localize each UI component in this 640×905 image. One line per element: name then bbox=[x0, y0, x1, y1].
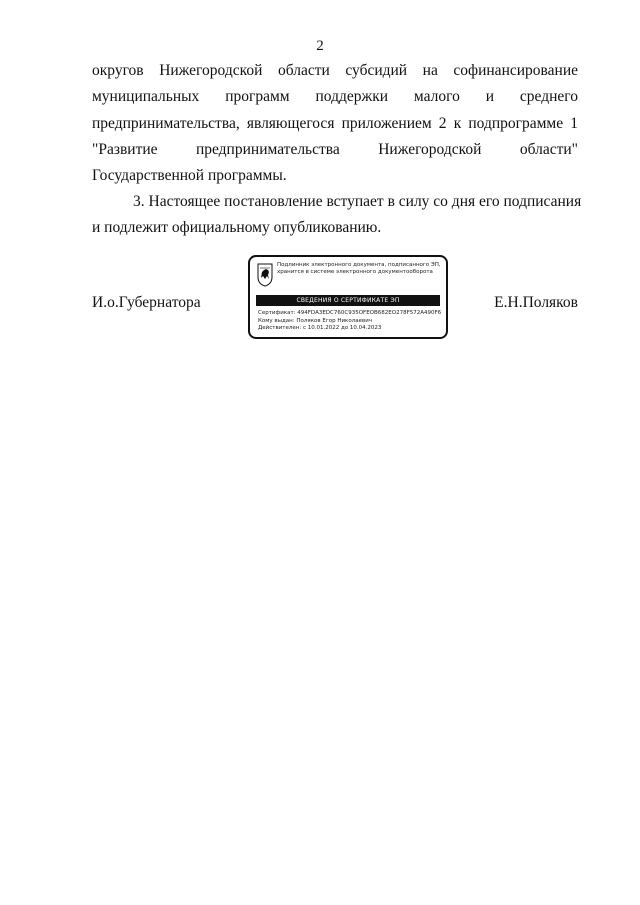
stamp-title-bar: СВЕДЕНИЯ О СЕРТИФИКАТЕ ЭП bbox=[256, 295, 440, 306]
stamp-header: Подлинник электронного документа, подписанного ЭП, хранится в системе электронного документооборота bbox=[277, 262, 441, 275]
coat-of-arms-icon bbox=[257, 263, 273, 287]
body-line-3: предпринимательства, являющегося приложением 2 к подпрограмме 1 bbox=[92, 115, 578, 132]
body-line-2: муниципальных программ поддержки малого и среднего bbox=[92, 88, 578, 105]
certificate-validity: Действителен: с 10.01.2022 до 10.04.2023 bbox=[258, 325, 382, 331]
paragraph-3-line-1: 3. Настоящее постановление вступает в силу со дня его подписания bbox=[133, 193, 582, 210]
paragraph-3-line-2: и подлежит официальному опубликованию. bbox=[92, 219, 382, 236]
stamp-info bbox=[258, 310, 441, 333]
body-line-4: "Развитие предпринимательства Нижегородской области" bbox=[92, 141, 578, 158]
body-line-1: округов Нижегородской области субсидий на софинансирование bbox=[92, 62, 578, 79]
certificate-number: Сертификат: 494FDA3EDC760C935OFEOB682EO278F572A490F6 bbox=[258, 310, 442, 316]
certificate-owner: Кому выдан: Поляков Егор Николаевич bbox=[258, 317, 373, 324]
page-number: 2 bbox=[316, 38, 324, 54]
signatory-name: Е.Н.Поляков bbox=[494, 294, 578, 311]
body-line-5: Государственной программы. bbox=[92, 167, 287, 184]
electronic-signature-stamp bbox=[248, 255, 448, 339]
signatory-title: И.о.Губернатора bbox=[92, 294, 201, 311]
